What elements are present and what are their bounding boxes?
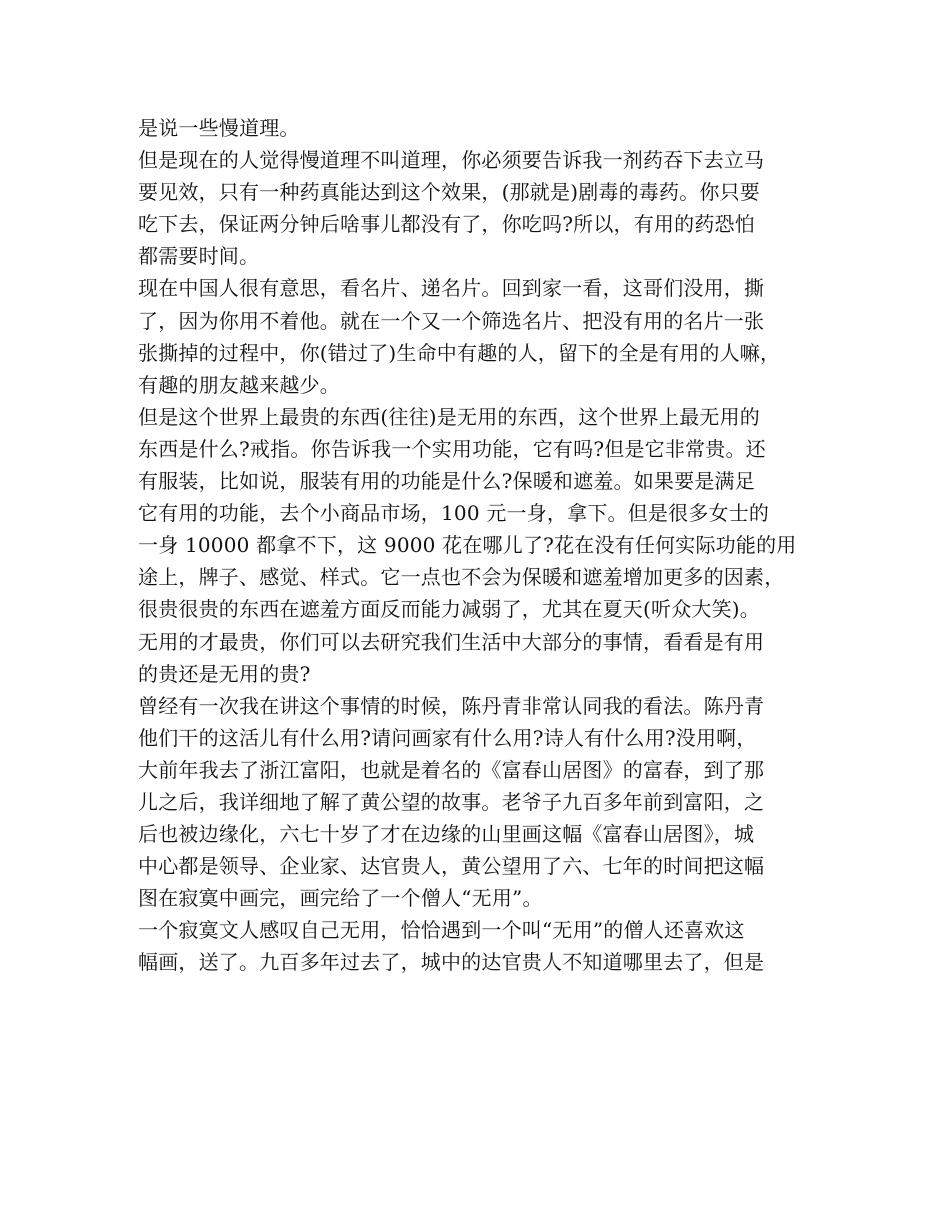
text-line: 中心都是领导、企业家、达官贵人，黄公望用了六、七年的时间把这幅 — [138, 854, 765, 879]
text-line: 大前年我去了浙江富阳，也就是着名的《富春山居图》的富春，到了那 — [138, 757, 765, 782]
text-line: 无用的才最贵，你们可以去研究我们生活中大部分的事情，看看是有用 — [138, 629, 765, 654]
text-line: 吃下去，保证两分钟后啥事儿都没有了，你吃吗?所以，有用的药恐怕 — [138, 212, 755, 237]
text-line: 现在中国人很有意思，看名片、递名片。回到家一看，这哥们没用，撕 — [138, 276, 765, 301]
body-text — [138, 112, 818, 979]
text-line: 的贵还是无用的贵? — [138, 661, 311, 686]
text-line: 一个寂寞文人感叹自己无用，恰恰遇到一个叫“无用”的僧人还喜欢这 — [138, 918, 745, 943]
text-line: 都需要时间。 — [138, 244, 260, 269]
text-line: 是说一些慢道理。 — [138, 116, 300, 140]
text-line: 后也被边缘化，六七十岁了才在边缘的山里画这幅《富春山居图》，城 — [138, 822, 755, 847]
text-line: 张撕掉的过程中，你(错过了)生命中有趣的人，留下的全是有用的人嘛， — [138, 340, 781, 365]
text-line: 有趣的朋友越来越少。 — [138, 372, 340, 397]
text-line: 但是现在的人觉得慢道理不叫道理，你必须要告诉我一剂药吞下去立马 — [138, 148, 765, 173]
text-line: 儿之后，我详细地了解了黄公望的故事。老爷子九百多年前到富阳，之 — [138, 789, 765, 814]
text-line: 幅画，送了。九百多年过去了，城中的达官贵人不知道哪里去了，但是 — [138, 950, 765, 975]
text-line: 它有用的功能，去个小商品市场，100 元一身，拿下。但是很多女士的 — [138, 501, 770, 526]
text-line: 有服装，比如说，服装有用的功能是什么?保暖和遮羞。如果要是满足 — [138, 469, 755, 494]
text-line: 很贵很贵的东西在遮羞方面反而能力减弱了，尤其在夏天(听众大笑)。 — [138, 597, 761, 622]
text-line: 要见效，只有一种药真能达到这个效果，(那就是)剧毒的毒药。你只要 — [138, 180, 761, 205]
text-line: 东西是什么?戒指。你告诉我一个实用功能，它有吗?但是它非常贵。还 — [138, 436, 766, 461]
text-line: 但是这个世界上最贵的东西(往往)是无用的东西，这个世界上最无用的 — [138, 404, 761, 429]
text-line: 了，因为你用不着他。就在一个又一个筛选名片、把没有用的名片一张 — [138, 308, 765, 333]
text-line: 途上，牌子、感觉、样式。它一点也不会为保暖和遮羞增加更多的因素， — [138, 565, 785, 590]
text-line: 他们干的这活儿有什么用?请问画家有什么用?诗人有什么用?没用啊， — [138, 725, 757, 750]
text-line: 图在寂寞中画完，画完给了一个僧人“无用”。 — [138, 886, 543, 911]
text-line: 曾经有一次我在讲这个事情的时候，陈丹青非常认同我的看法。陈丹青 — [138, 693, 765, 718]
text-line: 一身 10000 都拿不下，这 9000 花在哪儿了?花在没有任何实际功能的用 — [138, 533, 797, 558]
